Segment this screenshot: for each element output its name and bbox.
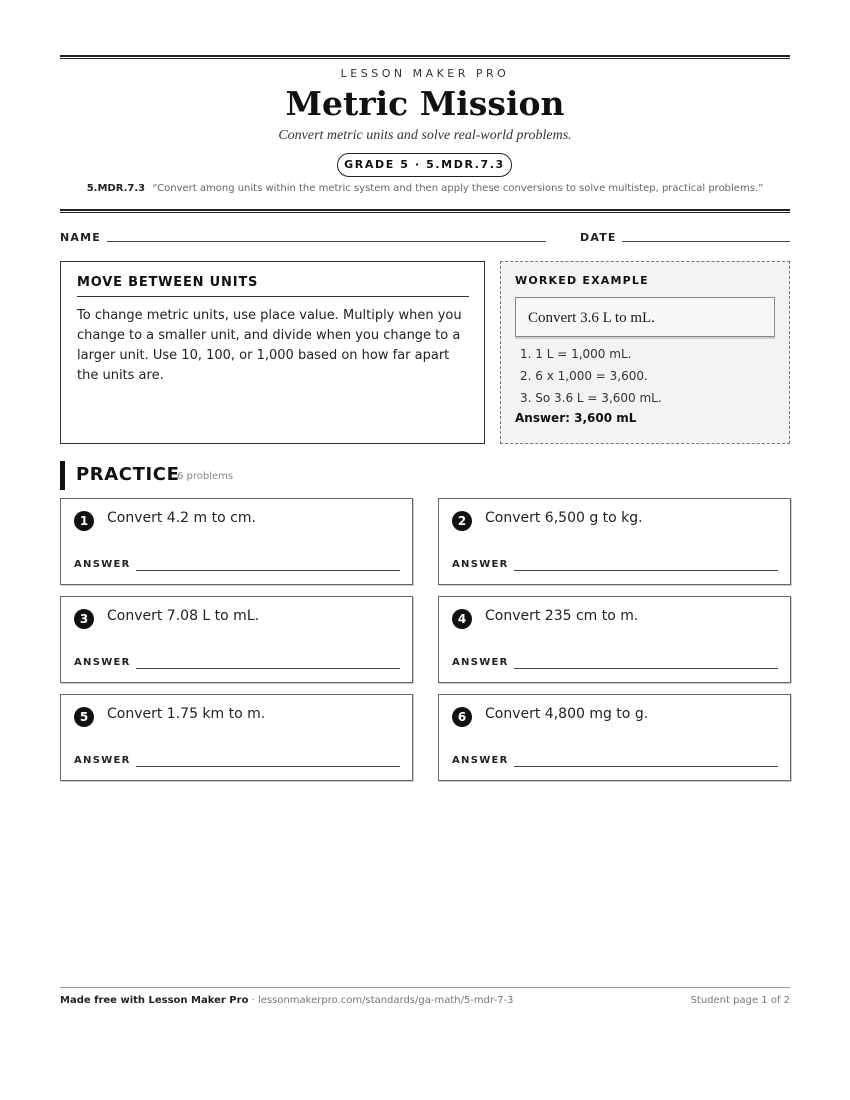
answer-label: ANSWER — [74, 559, 131, 570]
date-label: DATE — [580, 231, 617, 244]
footer-url[interactable]: · lessonmakerpro.com/standards/ga-math/5-mdr-7-3 — [248, 995, 514, 1006]
worked-example-heading: WORKED EXAMPLE — [515, 274, 649, 287]
problem-number: 4 — [452, 609, 472, 629]
footer-page-number: Student page 1 of 2 — [690, 995, 790, 1006]
problem-text: Convert 6,500 g to kg. — [485, 510, 643, 526]
answer-field[interactable] — [514, 570, 778, 571]
brand-name: LESSON MAKER PRO — [340, 67, 510, 80]
answer-field[interactable] — [136, 766, 400, 767]
concept-body: To change metric units, use place value. Multiply when you change to a smaller unit, and divide when you change to a larger unit. Use 10, 100, or 1,000 based on how far apart the units are. — [77, 308, 462, 383]
problem-number: 3 — [74, 609, 94, 629]
practice-accent-bar — [60, 461, 65, 490]
problem-number: 1 — [74, 511, 94, 531]
date-field[interactable] — [622, 241, 790, 242]
problem-text: Convert 4.2 m to cm. — [107, 510, 256, 526]
name-label: NAME — [60, 231, 101, 244]
problem-card — [438, 694, 791, 781]
answer-label: ANSWER — [74, 755, 131, 766]
footer-rule — [60, 987, 790, 988]
problem-card — [60, 596, 413, 683]
worked-example-answer: Answer: 3,600 mL — [515, 411, 637, 425]
worked-example-step: 3. So 3.6 L = 3,600 mL. — [520, 391, 662, 405]
problem-card — [60, 498, 413, 585]
practice-count: 6 problems — [177, 471, 234, 482]
worked-example-step: 2. 6 x 1,000 = 3,600. — [520, 369, 648, 383]
name-field[interactable] — [107, 241, 546, 242]
answer-field[interactable] — [514, 668, 778, 669]
answer-label: ANSWER — [74, 657, 131, 668]
grade-badge: GRADE 5 · 5.MDR.7.3 — [337, 153, 512, 177]
answer-label: ANSWER — [452, 657, 509, 668]
concept-heading: MOVE BETWEEN UNITS — [77, 275, 469, 297]
answer-field[interactable] — [136, 668, 400, 669]
problem-text: Convert 1.75 km to m. — [107, 706, 266, 722]
problem-card — [60, 694, 413, 781]
problem-text: Convert 7.08 L to mL. — [107, 608, 260, 624]
worked-example-problem: Convert 3.6 L to mL. — [515, 297, 775, 337]
answer-field[interactable] — [136, 570, 400, 571]
worked-example-step: 1. 1 L = 1,000 mL. — [520, 347, 632, 361]
problem-card — [438, 596, 791, 683]
page-subtitle: Convert metric units and solve real-world problems. — [278, 128, 572, 143]
standard-text: “Convert among units within the metric system and then apply these conversions to solve multistep, practical problems.” — [152, 183, 764, 194]
problem-text: Convert 4,800 mg to g. — [485, 706, 649, 722]
answer-label: ANSWER — [452, 559, 509, 570]
header-top-rule — [60, 55, 790, 59]
header-bottom-rule — [60, 209, 790, 213]
concept-box — [60, 261, 485, 444]
practice-heading: PRACTICE — [76, 464, 180, 485]
problem-number: 2 — [452, 511, 472, 531]
problem-card — [438, 498, 791, 585]
page-title: Metric Mission — [285, 84, 565, 123]
worked-example-box — [500, 261, 790, 444]
problem-number: 5 — [74, 707, 94, 727]
standard-line — [60, 183, 790, 194]
footer-made-with: Made free with Lesson Maker Pro — [60, 995, 249, 1006]
worksheet-page — [60, 0, 790, 1100]
worked-example-steps — [515, 343, 775, 409]
answer-label: ANSWER — [452, 755, 509, 766]
problem-text: Convert 235 cm to m. — [485, 608, 639, 624]
footer-credit — [60, 995, 513, 1006]
problem-number: 6 — [452, 707, 472, 727]
standard-code: 5.MDR.7.3 — [86, 183, 146, 194]
answer-field[interactable] — [514, 766, 778, 767]
